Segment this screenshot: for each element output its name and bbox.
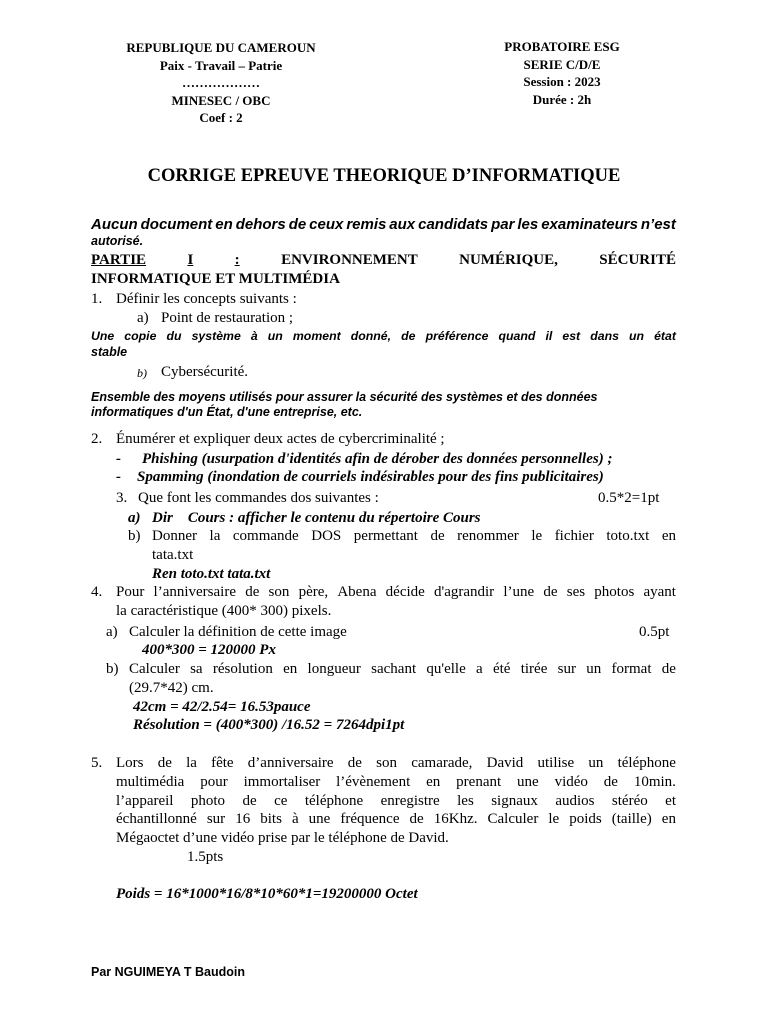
q1a-text: Point de restauration ;	[161, 310, 294, 326]
word: le	[548, 811, 560, 827]
word: SÉCURITÉ	[599, 252, 676, 268]
word: le	[531, 528, 543, 544]
ministry: MINESEC / OBC	[171, 92, 271, 108]
word: aux	[389, 216, 416, 233]
q2-number: 2.	[91, 431, 103, 447]
word: bits	[260, 811, 282, 827]
country-name: REPUBLIQUE DU CAMEROUN	[126, 40, 316, 55]
q1b-answer-line-2: informatiques d'un État, d'une entreprise, etc.	[91, 405, 363, 419]
word: de	[347, 755, 362, 771]
word: sa	[190, 661, 203, 677]
word: Pour	[116, 584, 145, 600]
word: (taille)	[611, 811, 652, 827]
word: NUMÉRIQUE,	[459, 252, 558, 268]
section-heading-line-2: INFORMATIQUE ET MULTIMÉDIA	[91, 271, 340, 287]
exam-name: PROBATOIRE ESG	[504, 39, 620, 54]
word: ayant	[643, 584, 676, 600]
word: photo	[190, 793, 226, 809]
word: d’anniversaire	[247, 755, 334, 771]
q1a-answer-line-1	[91, 329, 676, 343]
word: David	[486, 755, 524, 771]
word: candidats	[418, 216, 489, 233]
q1-text: Définir les concepts suivants :	[116, 291, 297, 307]
word: DOS	[311, 528, 342, 544]
word: Lors	[116, 755, 144, 771]
word: son	[268, 584, 290, 600]
word: PARTIE	[91, 252, 147, 268]
word: commande	[232, 528, 299, 544]
word: en	[661, 811, 676, 827]
word: une	[308, 811, 331, 827]
word: Une	[91, 329, 115, 343]
word: de	[430, 528, 445, 544]
word: permettant	[353, 528, 418, 544]
word: fichier	[554, 528, 594, 544]
word: immortaliser	[243, 774, 321, 790]
word: de	[401, 329, 416, 343]
q2-item-1: Phishing (usurpation d'identités afin de dérober des données personnelles) ;	[142, 451, 613, 467]
word: en	[661, 528, 676, 544]
word: :	[234, 252, 240, 268]
word: la	[209, 528, 221, 544]
word: les	[517, 216, 539, 233]
word: stéréo	[611, 793, 648, 809]
word: donné,	[350, 329, 392, 343]
word: décide	[385, 584, 425, 600]
word: renommer	[457, 528, 519, 544]
header-right	[470, 38, 654, 108]
word: sur	[557, 661, 576, 677]
q4a-points: 0.5pt	[639, 624, 670, 640]
q2-item-dash-2: -	[116, 469, 121, 485]
q4b-label: b)	[106, 661, 119, 677]
q5-text-line-1	[116, 755, 676, 772]
word: de	[603, 774, 618, 790]
word: du	[166, 329, 182, 343]
word: l’évènement	[336, 774, 411, 790]
q2-text: Énumérer et expliquer deux actes de cybercriminalité ;	[116, 431, 445, 447]
word: signaux	[491, 793, 538, 809]
q3b-label: b)	[128, 528, 141, 544]
word: un	[267, 329, 283, 343]
word: Calculer	[129, 661, 180, 677]
word: prenant	[456, 774, 502, 790]
q3-number: 3.	[116, 490, 128, 506]
word: résolution	[212, 661, 273, 677]
word: copie	[124, 329, 157, 343]
q1b-answer-line-1: Ensemble des moyens utilisés pour assurer la sécurité des systèmes et des données	[91, 390, 598, 404]
q1-number: 1.	[91, 291, 103, 307]
notice-line-2: autorisé.	[91, 234, 144, 248]
q4-text-line-1	[116, 584, 676, 601]
word: d'agrandir	[434, 584, 495, 600]
word: format	[611, 661, 652, 677]
word: en	[426, 774, 441, 790]
word: dans	[590, 329, 619, 343]
word: un	[628, 329, 645, 343]
word: camarade,	[411, 755, 473, 771]
q3b-text-line-1	[152, 528, 676, 545]
word: l’une	[503, 584, 535, 600]
word: sachant	[371, 661, 417, 677]
word: une	[517, 774, 539, 790]
q4-number: 4.	[91, 584, 103, 600]
q3a-label: a)	[128, 510, 141, 526]
q2-item-dash-1: -	[116, 451, 121, 467]
word: par	[491, 216, 515, 233]
word: de	[245, 584, 260, 600]
word: il	[545, 329, 553, 343]
word: quand	[498, 329, 536, 343]
word: échantillonné	[116, 811, 197, 827]
word: vidéo	[554, 774, 588, 790]
q1b-label: b)	[137, 366, 147, 380]
word: Aucun	[91, 216, 138, 233]
word: pour	[200, 774, 228, 790]
word: les	[457, 793, 474, 809]
word: ce	[274, 793, 288, 809]
word: fête	[211, 755, 234, 771]
word: sur	[206, 811, 226, 827]
word: la	[186, 755, 197, 771]
word: Abena	[337, 584, 377, 600]
word: 16	[235, 811, 251, 827]
word: téléphone	[304, 793, 364, 809]
q3-points: 0.5*2=1pt	[598, 490, 660, 506]
q4b-answer-2: Résolution = (400*300) /16.52 = 7264dpi1pt	[133, 717, 405, 733]
word: l’appareil	[116, 793, 174, 809]
word: poids	[569, 811, 602, 827]
header-left	[100, 39, 342, 127]
q2-item-2: Spamming (inondation de courriels indésirables pour des fins publicitaires)	[137, 469, 604, 485]
q5-text-line-3	[116, 793, 676, 810]
word: est	[562, 329, 581, 343]
word: téléphone	[617, 755, 676, 771]
word: préférence	[425, 329, 489, 343]
word: multimédia	[116, 774, 185, 790]
q5-answer: Poids = 16*1000*16/8*10*60*1=19200000 Octet	[116, 886, 418, 902]
exam-series: SERIE C/D/E	[523, 56, 601, 72]
word: a	[476, 661, 483, 677]
q4a-text: Calculer la définition de cette image	[129, 624, 347, 640]
word: dehors	[235, 216, 286, 233]
word: son	[376, 755, 398, 771]
word: de	[242, 793, 257, 809]
q4b-answer-1: 42cm = 42/2.54= 16.53pauce	[133, 699, 311, 715]
q1b-text: Cybersécurité.	[161, 364, 249, 380]
q1a-answer-line-2: stable	[91, 345, 128, 359]
motto: Paix - Travail – Patrie	[159, 57, 283, 73]
word: de	[409, 811, 424, 827]
page-title: CORRIGE EPREUVE THEORIQUE D’INFORMATIQUE	[147, 166, 621, 186]
word: Donner	[152, 528, 197, 544]
word: et	[665, 793, 676, 809]
exam-duration: Durée : 2h	[532, 91, 592, 107]
word: ENVIRONNEMENT	[281, 252, 418, 268]
section-heading-line-1	[91, 252, 676, 269]
word: n’est	[640, 216, 676, 233]
q4a-label: a)	[106, 624, 118, 640]
word: ses	[566, 584, 586, 600]
word: toto.txt	[606, 528, 650, 544]
q5-text-line-4	[116, 811, 676, 828]
q3b-text-line-2: tata.txt	[152, 547, 194, 563]
q4b-text-line-2: (29.7*42) cm.	[129, 680, 214, 696]
word: examinateurs	[541, 216, 638, 233]
word: de	[543, 584, 558, 600]
word: système	[191, 329, 241, 343]
word: père,	[298, 584, 329, 600]
word: un	[588, 755, 604, 771]
q4b-text-line-1	[129, 661, 676, 678]
word: l’anniversaire	[153, 584, 236, 600]
word: 16Khz.	[433, 811, 478, 827]
word: état	[654, 329, 676, 343]
dotted-separator: ………………	[182, 75, 260, 90]
word: été	[492, 661, 511, 677]
q5-points: 1.5pts	[187, 849, 224, 865]
word: à	[250, 329, 258, 343]
word: fréquence	[340, 811, 400, 827]
q4a-answer: 400*300 = 120000 Px	[142, 642, 276, 658]
notice-line-1	[91, 216, 676, 233]
word: un	[586, 661, 602, 677]
coefficient: Coef : 2	[199, 110, 243, 125]
word: Calculer	[487, 811, 539, 827]
word: remis	[346, 216, 387, 233]
word: 10min.	[633, 774, 676, 790]
q5-text-line-2	[116, 774, 676, 791]
q5-text-line-5: Mégaoctet d’une vidéo prise par le téléphone de David.	[116, 830, 449, 846]
word: en	[283, 661, 298, 677]
word: de	[661, 661, 676, 677]
exam-session: Session : 2023	[523, 74, 601, 89]
author-footer: Par NGUIMEYA T Baudoin	[91, 965, 245, 979]
word: photos	[594, 584, 635, 600]
word: audios	[555, 793, 595, 809]
q3b-answer: Ren toto.txt tata.txt	[152, 566, 271, 582]
word: enregistre	[380, 793, 440, 809]
word: de	[288, 216, 307, 233]
q5-number: 5.	[91, 755, 103, 771]
word: qu'elle	[426, 661, 466, 677]
word: à	[291, 811, 299, 827]
word: moment	[292, 329, 341, 343]
q4-text-line-2: la caractéristique (400* 300) pixels.	[116, 603, 332, 619]
word: utilise	[537, 755, 575, 771]
word: de	[157, 755, 172, 771]
word: ceux	[309, 216, 344, 233]
word: document	[140, 216, 213, 233]
word: tirée	[520, 661, 548, 677]
q1a-label: a)	[137, 310, 149, 326]
word: en	[215, 216, 233, 233]
q3-text: Que font les commandes dos suivantes :	[138, 490, 379, 506]
word: longueur	[307, 661, 361, 677]
word: I	[187, 252, 194, 268]
q3a-text: Dir Cours : afficher le contenu du répertoire Cours	[152, 510, 481, 526]
